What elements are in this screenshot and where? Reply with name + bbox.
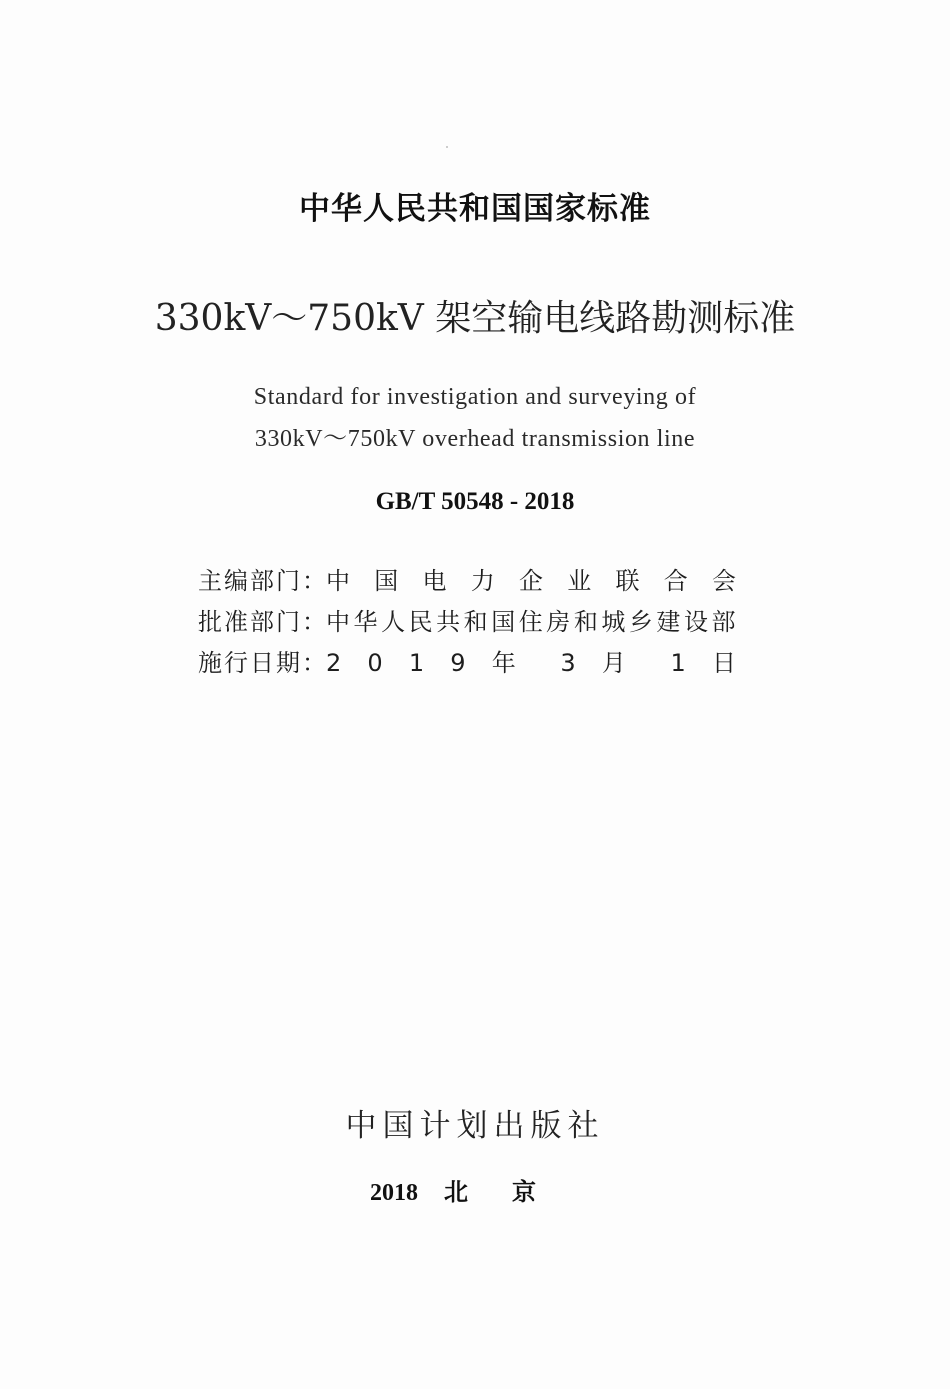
editor-value: 中 国 电 力 企 业 联 合 会 xyxy=(326,567,736,595)
approver-row xyxy=(198,599,736,640)
editor-row xyxy=(198,558,736,599)
publisher-name: 中国计划出版社 xyxy=(345,1108,605,1144)
effective-date-row xyxy=(198,640,736,681)
scan-speck xyxy=(446,146,448,148)
english-title xyxy=(0,376,950,460)
publication-city: 北京 xyxy=(444,1178,580,1206)
publication-year: 2018 xyxy=(370,1180,418,1206)
national-standard-heading: 中华人民共和国国家标准 xyxy=(299,191,651,227)
effective-date-label: 施行日期： xyxy=(198,649,328,677)
english-title-line-2: 330kV～750kV overhead transmission line xyxy=(254,426,696,452)
english-title-line-1: Standard for investigation and surveying of xyxy=(253,384,697,410)
issuing-info xyxy=(198,558,736,681)
effective-date-value: 2 0 1 9 年 3 月 1 日 xyxy=(326,649,736,677)
standard-code: GB/T 50548 - 2018 xyxy=(375,488,575,515)
editor-label: 主编部门： xyxy=(198,567,328,595)
approver-value: 中华人民共和国住房和城乡建设部 xyxy=(326,608,736,636)
publication-place-year xyxy=(0,1172,950,1207)
chinese-title: 330kV～750kV 架空输电线路勘测标准 xyxy=(154,298,796,339)
approver-label: 批准部门： xyxy=(198,608,328,636)
